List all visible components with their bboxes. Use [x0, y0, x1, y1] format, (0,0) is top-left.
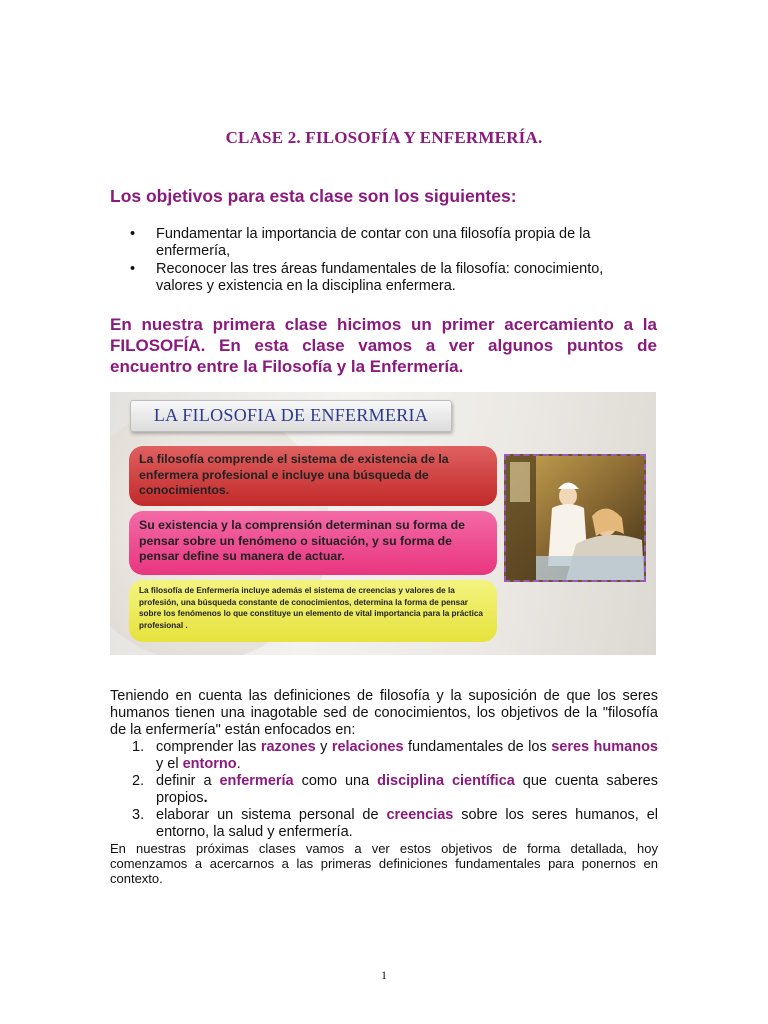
- item-number: 1.: [132, 739, 145, 755]
- highlight-term: creencias: [386, 807, 454, 823]
- highlight-term: seres humanos: [551, 739, 658, 755]
- list-item: [110, 261, 650, 295]
- figure-box-yellow: La filosofía de Enfermería incluye además el sistema de creencias y valores de la profesión, una búsqueda constante de conocimientos, determina la forma de pensar sobre los fenómenos lo que constituye un elemento de vital importancia para la práctica profesional .: [129, 580, 497, 642]
- item-text: que cuenta saberes propios: [156, 773, 658, 806]
- item-text: .: [236, 756, 241, 772]
- item-number: 2.: [132, 773, 145, 789]
- highlight-term: entorno: [182, 756, 237, 772]
- highlight-term: enfermería: [219, 773, 294, 789]
- highlight-term: razones: [260, 739, 316, 755]
- bullet-icon: •: [130, 261, 136, 277]
- body-paragraph: Teniendo en cuenta las definiciones de filosofía y la suposición de que los seres humanos tienen una inagotable sed de conocimientos, los objetivos de la "filosofía de la enfermería" están enfocados en:: [110, 688, 658, 738]
- intro-paragraph: En nuestra primera clase hicimos un primer acercamiento a la FILOSOFÍA. En esta clase vamos a ver algunos puntos de encuentro entre la Filosofía y la Enfermería.: [110, 315, 657, 376]
- item-text: elaborar un sistema personal de: [156, 807, 387, 823]
- philosophy-figure: [110, 392, 656, 655]
- item-text: como una: [293, 773, 378, 789]
- list-item: [110, 773, 658, 807]
- item-text: definir a: [156, 773, 220, 789]
- highlight-term: relaciones: [331, 739, 404, 755]
- item-text: y: [315, 739, 332, 755]
- objective-text: Fundamentar la importancia de contar con una filosofía propia de la enfermería,: [156, 226, 591, 259]
- item-text: comprender las: [156, 739, 261, 755]
- figure-box-pink: Su existencia y la comprensión determinan su forma de pensar sobre un fenómeno o situación, y su forma de pensar define su manera de actuar.: [129, 511, 497, 575]
- list-item: [110, 739, 658, 773]
- highlight-term: disciplina científica: [377, 773, 515, 789]
- item-text: fundamentales de los: [403, 739, 552, 755]
- page-title: CLASE 2. FILOSOFÍA Y ENFERMERÍA.: [225, 128, 543, 147]
- nurse-patient-illustration: [506, 456, 644, 580]
- item-text: y el: [156, 756, 183, 772]
- item-text: sobre los seres humanos, el entorno, la salud y enfermería.: [156, 807, 658, 840]
- nurse-patient-photo: [504, 454, 646, 582]
- list-item: [110, 807, 658, 841]
- item-punctuation: .: [203, 790, 208, 806]
- objective-text: Reconocer las tres áreas fundamentales de la filosofía: conocimiento, valores y existencia en la disciplina enfermera.: [156, 261, 604, 294]
- objectives-heading: Los objetivos para esta clase son los siguientes:: [110, 186, 517, 206]
- closing-paragraph: En nuestras próximas clases vamos a ver estos objetivos de forma detallada, hoy comenzamos a acercarnos a las primeras definiciones fundamentales para ponernos en contexto.: [110, 841, 658, 886]
- item-number: 3.: [132, 807, 145, 823]
- figure-banner-title: LA FILOSOFIA DE ENFERMERIA: [153, 405, 429, 425]
- list-item: [110, 226, 650, 260]
- page-number: 1: [381, 968, 387, 982]
- figure-banner: [130, 400, 452, 432]
- objectives-list: [110, 226, 650, 296]
- figure-box-red: La filosofía comprende el sistema de existencia de la enfermera profesional e incluye una búsqueda de conocimientos.: [129, 446, 497, 506]
- numbered-objectives: [110, 739, 658, 841]
- bullet-icon: •: [130, 226, 136, 242]
